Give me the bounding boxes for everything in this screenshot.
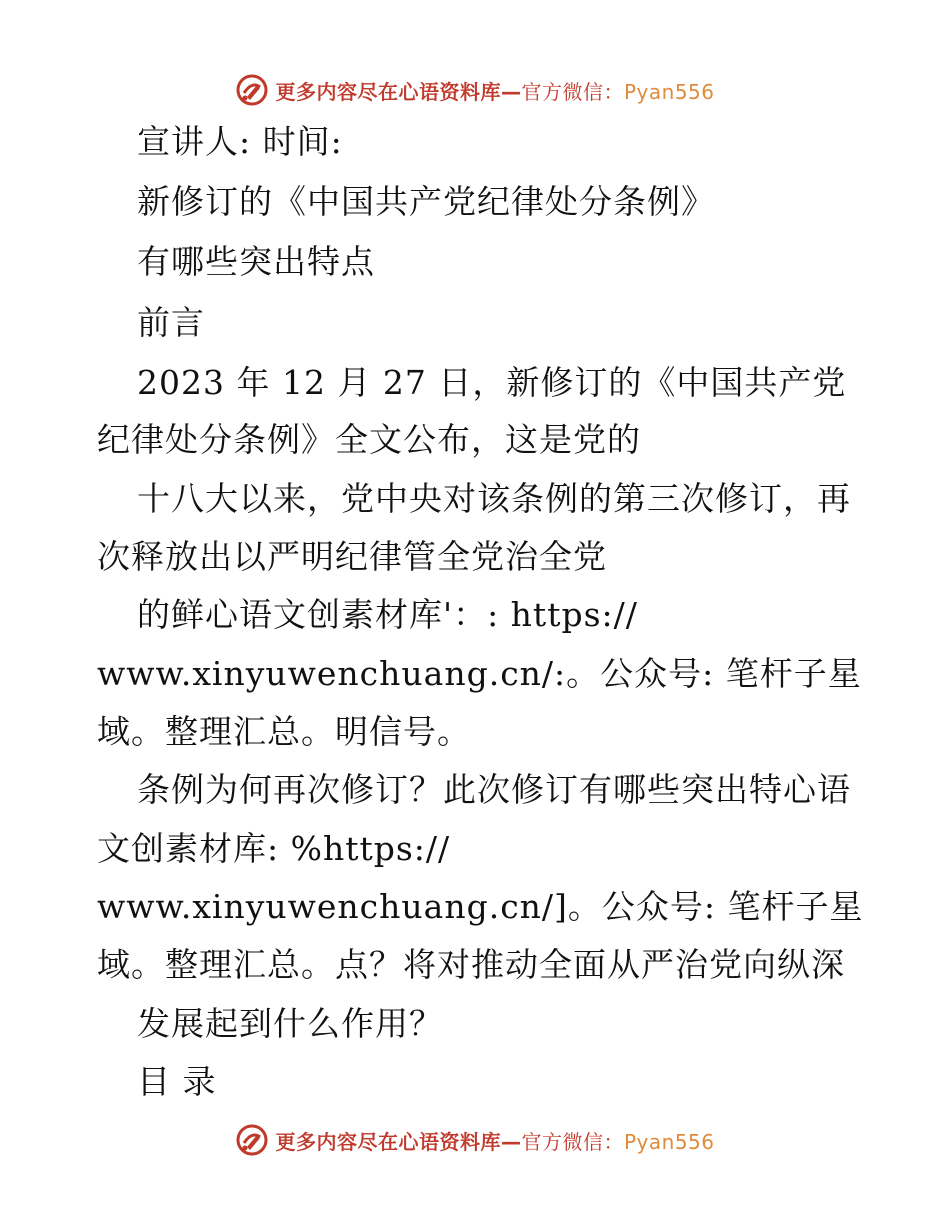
paragraph-line: www.xinyuwenchuang.cn/]。公众号: 笔杆子星 [97,887,864,926]
banner-wechat-label: 官方微信： [521,79,624,104]
library-logo-icon [235,73,269,107]
banner-wechat-label: 官方微信： [521,1129,624,1154]
paragraph-line: 的鲜心语文创素材库'：: https:// [137,595,638,634]
banner-text [275,1126,714,1155]
header-banner [0,70,950,110]
preface-heading: 前言 [137,303,205,342]
paragraph-line: www.xinyuwenchuang.cn/:。公众号: 笔杆子星 [97,654,862,693]
paragraph-line: 条例为何再次修订？此次修订有哪些突出特心语 [137,770,851,809]
banner-dash: — [500,79,522,104]
paragraph-line: 域。整理汇总。明信号。 [97,712,471,751]
toc-heading: 目 录 [137,1062,217,1101]
paragraph-line: 次释放出以严明纪律管全党治全党 [97,537,607,576]
banner-main: 更多内容尽在心语资料库 [275,1129,501,1154]
paragraph-line: 纪律处分条例》全文公布，这是党的 [97,420,641,459]
library-logo-icon [235,1123,269,1157]
banner-handle: Pyan556 [623,79,715,104]
paragraph-line: 文创素材库: %https:// [97,829,451,868]
banner-handle: Pyan556 [623,1129,715,1154]
banner-text [275,76,714,105]
title-line-2: 有哪些突出特点 [137,242,375,281]
paragraph-line: 发展起到什么作用？ [137,1004,443,1043]
paragraph-line: 2023 年 12 月 27 日，新修订的《中国共产党 [137,363,847,402]
paragraph-line: 域。整理汇总。点？将对推动全面从严治党向纵深 [97,945,845,984]
speaker-time-line: 宣讲人: 时间: [137,122,343,161]
banner-main: 更多内容尽在心语资料库 [275,79,501,104]
title-line-1: 新修订的《中国共产党纪律处分条例》 [137,182,715,221]
banner-dash: — [500,1129,522,1154]
paragraph-line: 十八大以来，党中央对该条例的第三次修订，再 [137,479,851,518]
footer-banner [0,1120,950,1160]
